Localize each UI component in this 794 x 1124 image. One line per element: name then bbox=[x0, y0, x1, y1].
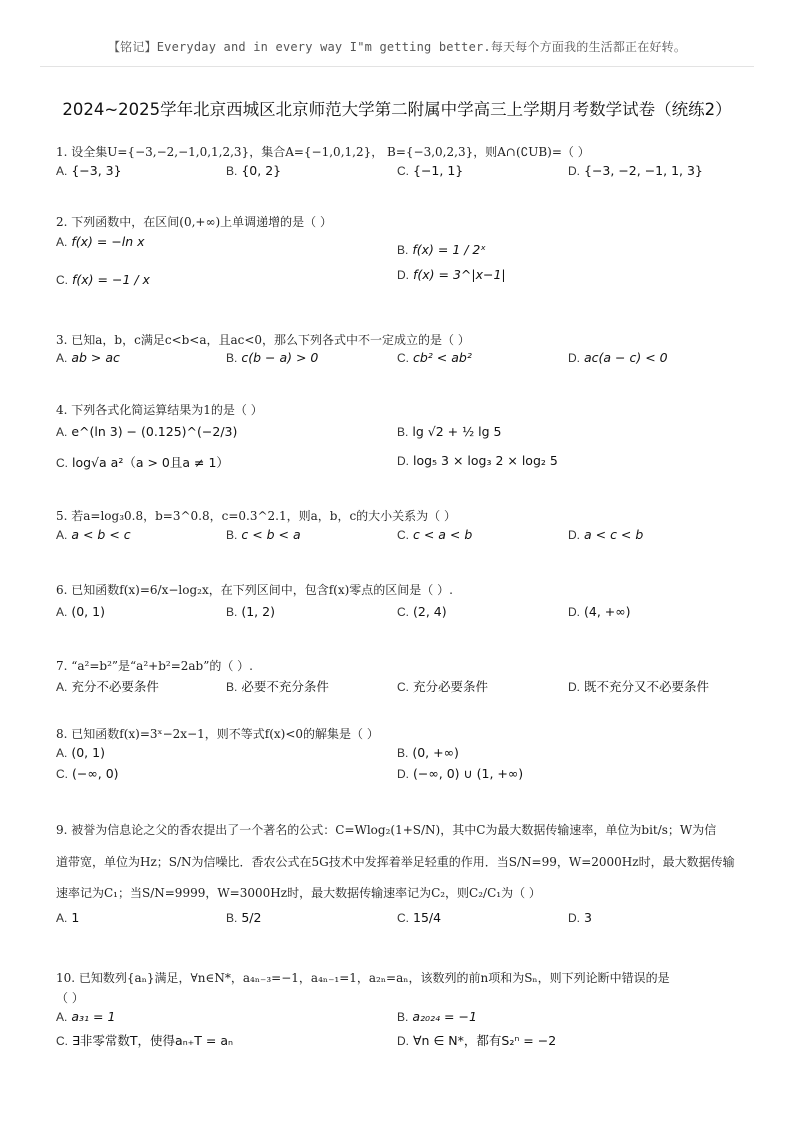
q4-option-d[interactable] bbox=[397, 453, 558, 469]
option-text: ∀n ∈ N*，都有S₂ⁿ = −2 bbox=[413, 1033, 557, 1048]
option-label: D. bbox=[568, 164, 580, 178]
question-10-stem-line-1: 10. 已知数列{aₙ}满足，∀n∈N*，a₄ₙ₋₃=−1，a₄ₙ₋₁=1，a₂ₙ=aₙ，该数列的前n项和为Sₙ，则下列论断中错误的是 bbox=[56, 971, 670, 985]
option-label: D. bbox=[397, 1034, 409, 1048]
q7-option-a[interactable] bbox=[56, 677, 159, 695]
q8-option-a[interactable] bbox=[56, 745, 105, 761]
q6-option-b[interactable] bbox=[226, 604, 275, 620]
option-text: (1, 2) bbox=[241, 604, 275, 619]
option-label: C. bbox=[397, 351, 409, 365]
q3-option-b[interactable] bbox=[226, 350, 318, 366]
option-text: f(x) = −ln x bbox=[71, 234, 145, 249]
q1-option-a[interactable] bbox=[56, 163, 122, 179]
q7-option-b[interactable] bbox=[226, 677, 329, 695]
q2-option-b[interactable] bbox=[397, 242, 486, 258]
option-text: 15/4 bbox=[413, 910, 442, 925]
option-label: C. bbox=[397, 680, 409, 694]
option-label: C. bbox=[56, 1034, 68, 1048]
option-label: A. bbox=[56, 351, 68, 365]
option-text: a < b < c bbox=[71, 527, 131, 542]
q10-option-a[interactable] bbox=[56, 1009, 115, 1025]
option-text: (−∞, 0) bbox=[72, 766, 119, 781]
option-label: D. bbox=[568, 605, 580, 619]
q1-option-d[interactable] bbox=[568, 163, 703, 179]
option-text: 充分必要条件 bbox=[413, 679, 489, 694]
question-10-stem-line-2: （ ） bbox=[56, 991, 84, 1005]
option-label: D. bbox=[397, 268, 409, 282]
option-label: A. bbox=[56, 1010, 68, 1024]
option-label: C. bbox=[397, 528, 409, 542]
q5-option-d[interactable] bbox=[568, 527, 643, 543]
option-text: 充分不必要条件 bbox=[71, 679, 159, 694]
q7-option-c[interactable] bbox=[397, 677, 488, 695]
option-label: B. bbox=[226, 911, 238, 925]
q2-option-c[interactable] bbox=[56, 272, 150, 288]
option-label: D. bbox=[568, 351, 580, 365]
option-text: 5/2 bbox=[241, 910, 262, 925]
option-label: B. bbox=[397, 243, 409, 257]
option-text: a₃₁ = 1 bbox=[71, 1009, 116, 1024]
q8-option-d[interactable] bbox=[397, 766, 523, 782]
option-label: A. bbox=[56, 235, 68, 249]
option-label: D. bbox=[397, 767, 409, 781]
option-text: (0, 1) bbox=[71, 745, 105, 760]
option-text: c(b − a) > 0 bbox=[241, 350, 319, 365]
option-label: B. bbox=[226, 164, 238, 178]
q5-option-c[interactable] bbox=[397, 527, 472, 543]
option-text: 既不充分又不必要条件 bbox=[584, 679, 710, 694]
option-label: B. bbox=[226, 528, 238, 542]
option-text: (0, 1) bbox=[71, 604, 105, 619]
option-label: B. bbox=[397, 1010, 409, 1024]
q4-option-b[interactable] bbox=[397, 424, 502, 440]
question-9-stem-line-3: 速率记为C₁；当S/N=9999，W=3000Hz时，最大数据传输速率记为C₂，则C₂/C₁为（ ） bbox=[56, 886, 541, 900]
option-text: lg √2 + ½ lg 5 bbox=[412, 424, 502, 439]
option-label: D. bbox=[568, 528, 580, 542]
option-label: C. bbox=[56, 767, 68, 781]
option-text: log√a a²（a > 0且a ≠ 1） bbox=[72, 455, 229, 470]
option-label: D. bbox=[568, 911, 580, 925]
question-7-stem: 7. “a²=b²”是“a²+b²=2ab”的（ ）. bbox=[56, 659, 253, 673]
q10-option-d[interactable] bbox=[397, 1031, 556, 1049]
option-label: C. bbox=[56, 273, 68, 287]
question-9-stem-line-1: 9. 被誉为信息论之父的香农提出了一个著名的公式：C=Wlog₂(1+S/N)，其中C为最大数据传输速率，单位为bit/s；W为信 bbox=[56, 823, 717, 837]
option-text: ∃非零常数T，使得aₙ₊T = aₙ bbox=[72, 1033, 233, 1048]
option-text: 3 bbox=[584, 910, 592, 925]
option-text: e^(ln 3) − (0.125)^(−2/3) bbox=[71, 424, 238, 439]
option-label: D. bbox=[568, 680, 580, 694]
option-label: B. bbox=[226, 605, 238, 619]
q9-option-d[interactable] bbox=[568, 910, 592, 926]
q6-option-a[interactable] bbox=[56, 604, 105, 620]
option-label: A. bbox=[56, 164, 68, 178]
option-text: 1 bbox=[71, 910, 80, 925]
option-label: B. bbox=[397, 746, 409, 760]
option-text: {−3, 3} bbox=[71, 163, 122, 178]
q6-option-d[interactable] bbox=[568, 604, 631, 620]
option-label: D. bbox=[397, 454, 409, 468]
option-label: A. bbox=[56, 528, 68, 542]
q3-option-d[interactable] bbox=[568, 350, 668, 366]
q6-option-c[interactable] bbox=[397, 604, 447, 620]
q8-option-c[interactable] bbox=[56, 766, 119, 782]
option-text: (2, 4) bbox=[413, 604, 447, 619]
option-text: {−3, −2, −1, 1, 3} bbox=[584, 163, 703, 178]
question-6-stem: 6. 已知函数f(x)=6/x−log₂x，在下列区间中，包含f(x)零点的区间是（ ）. bbox=[56, 583, 453, 597]
option-text: ab > ac bbox=[71, 350, 120, 365]
question-9-stem-line-2: 道带宽，单位为Hz；S/N为信噪比．香农公式在5G技术中发挥着举足轻重的作用．当S/N=99，W=2000Hz时，最大数据传输 bbox=[56, 855, 735, 869]
option-text: log₅ 3 × log₃ 2 × log₂ 5 bbox=[413, 453, 558, 468]
option-text: cb² < ab² bbox=[413, 350, 472, 365]
q5-option-a[interactable] bbox=[56, 527, 131, 543]
q2-option-d[interactable] bbox=[397, 267, 506, 283]
option-text: (0, +∞) bbox=[412, 745, 459, 760]
q4-option-c[interactable] bbox=[56, 453, 229, 471]
option-label: C. bbox=[397, 911, 409, 925]
q3-option-c[interactable] bbox=[397, 350, 472, 366]
option-text: 必要不充分条件 bbox=[241, 679, 329, 694]
option-text: {−1, 1} bbox=[413, 163, 464, 178]
option-label: C. bbox=[397, 164, 409, 178]
question-3-stem: 3. 已知a，b，c满足c<b<a，且ac<0，那么下列各式中不一定成立的是（ ） bbox=[56, 333, 470, 347]
q9-option-a[interactable] bbox=[56, 910, 79, 926]
question-1-stem: 1. 设全集U={−3,−2,−1,0,1,2,3}，集合A={−1,0,1,2}， B={−3,0,2,3}，则A∩(∁UB)=（ ） bbox=[56, 145, 590, 159]
option-label: A. bbox=[56, 911, 68, 925]
option-label: B. bbox=[226, 680, 238, 694]
q10-option-b[interactable] bbox=[397, 1009, 477, 1025]
option-text: (4, +∞) bbox=[584, 604, 631, 619]
q5-option-b[interactable] bbox=[226, 527, 301, 543]
option-label: B. bbox=[397, 425, 409, 439]
q1-option-b[interactable] bbox=[226, 163, 281, 179]
q7-option-d[interactable] bbox=[568, 677, 709, 695]
option-label: A. bbox=[56, 746, 68, 760]
q10-option-c[interactable] bbox=[56, 1031, 233, 1049]
option-text: c < b < a bbox=[241, 527, 301, 542]
q1-option-c[interactable] bbox=[397, 163, 463, 179]
option-text: f(x) = 1 / 2ˣ bbox=[412, 242, 486, 257]
option-text: ac(a − c) < 0 bbox=[584, 350, 668, 365]
option-label: C. bbox=[397, 605, 409, 619]
option-label: A. bbox=[56, 680, 68, 694]
option-text: {0, 2} bbox=[241, 163, 282, 178]
page-header-motto: 【铭记】Everyday and in every way I"m getting better.每天每个方面我的生活都正在好转。 bbox=[107, 40, 687, 54]
option-text: a < c < b bbox=[584, 527, 644, 542]
q2-option-a[interactable] bbox=[56, 234, 145, 250]
question-8-stem: 8. 已知函数f(x)=3ˣ−2x−1，则不等式f(x)<0的解集是（ ） bbox=[56, 727, 379, 741]
page-title: 2024~2025学年北京西城区北京师范大学第二附属中学高三上学期月考数学试卷（统练2） bbox=[62, 100, 732, 119]
question-4-stem: 4. 下列各式化简运算结果为1的是（ ） bbox=[56, 403, 263, 417]
option-label: A. bbox=[56, 605, 68, 619]
question-2-stem: 2. 下列函数中，在区间(0,+∞)上单调递增的是（ ） bbox=[56, 215, 332, 229]
option-label: B. bbox=[226, 351, 238, 365]
question-5-stem: 5. 若a=log₃0.8，b=3^0.8，c=0.3^2.1，则a，b，c的大小关系为（ ） bbox=[56, 509, 456, 523]
q3-option-a[interactable] bbox=[56, 350, 120, 366]
option-text: c < a < b bbox=[413, 527, 473, 542]
q4-option-a[interactable] bbox=[56, 424, 237, 440]
option-text: f(x) = 3^|x−1| bbox=[413, 267, 506, 282]
q9-option-b[interactable] bbox=[226, 910, 261, 926]
option-text: a₂₀₂₄ = −1 bbox=[412, 1009, 477, 1024]
header-divider bbox=[40, 66, 754, 67]
option-label: C. bbox=[56, 456, 68, 470]
q9-option-c[interactable] bbox=[397, 910, 441, 926]
option-text: (−∞, 0) ∪ (1, +∞) bbox=[413, 766, 524, 781]
q8-option-b[interactable] bbox=[397, 745, 459, 761]
option-text: f(x) = −1 / x bbox=[72, 272, 150, 287]
option-label: A. bbox=[56, 425, 68, 439]
